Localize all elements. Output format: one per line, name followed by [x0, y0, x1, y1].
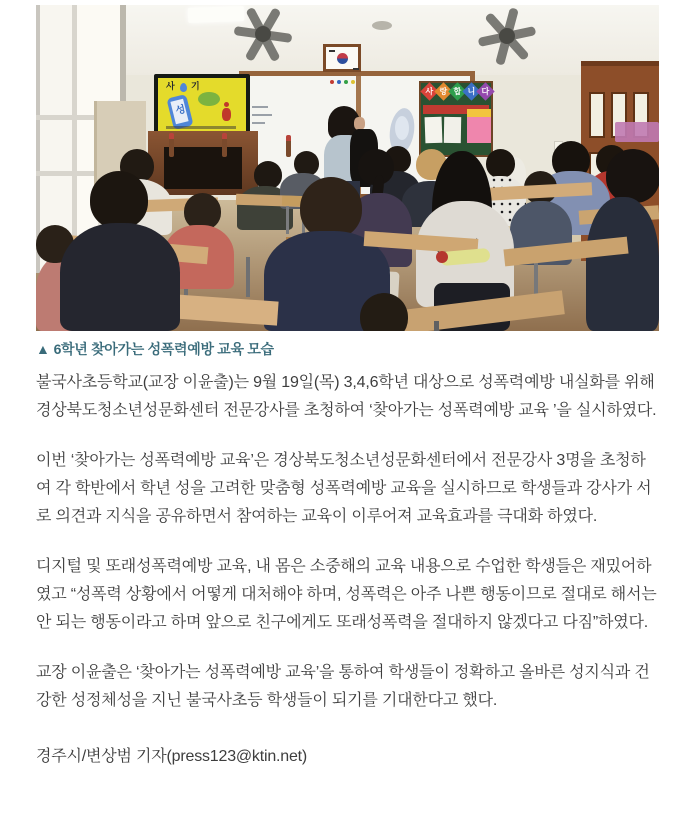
student-body	[586, 197, 659, 331]
desk-leg	[246, 257, 250, 297]
paragraph-1: 불국사초등학교(교장 이윤출)는 9월 19일(목) 3,4,6학년 대상으로 성폭력예방 내실화를 위해 경상북도청소년성문화센터 전문강사를 초청하여 ‘찾아가는 성폭력예방 교육 ’을 실시하였다.	[36, 374, 657, 419]
student-head	[300, 177, 362, 239]
paragraph-4: 교장 이윤출은 ‘찾아가는 성폭력예방 교육’을 통하여 학생들이 정확하고 올바른 성지식과 건강한 성정체성을 지닌 불국사초등 학생들이 되기를 기대한다고 했다.	[36, 664, 650, 709]
banner-letter: 랑	[439, 86, 448, 96]
caption-text: 6학년 찾아가는 성폭력예방 교육 모습	[53, 341, 274, 357]
desk-leg	[434, 321, 439, 331]
classroom-photo	[36, 5, 659, 331]
byline: 경주시/변상범 기자(press123@ktin.net)	[36, 748, 308, 765]
student-head	[486, 149, 515, 178]
paragraph-3: 디지털 및 또래성폭력예방 교육, 내 몸은 소중해의 교육 내용으로 수업한 학생들은 재밌어하였고 “성폭력 상황에서 어떻게 대처해야 하며, 성폭력은 아주 나쁜 행동이므로 절대로 해서는 안 되는 행동이라고 하며 앞으로 친구에게도 또래성폭력을 절대하지 않겠다고 다짐”하였다.	[36, 558, 657, 631]
pencil-case-cap	[436, 251, 448, 263]
tv-letter: 사	[166, 81, 175, 91]
banner-letter: 합	[453, 86, 462, 96]
students-layer	[36, 5, 659, 331]
paragraph-2: 이번 ‘찾아가는 성폭력예방 교육’은 경상북도청소년성문화센터에서 전문강사 3명을 초청하여 각 학반에서 학년 성을 고려한 맞춤형 성폭력예방 교육을 실시하므로 학생들과 강사가 서로 의견과 지식을 공유하면서 참여하는 교육이 이루어져 교육효과를 극대화 하였다.	[36, 452, 652, 525]
banner-letter: 사	[425, 86, 434, 96]
chair-leg	[286, 206, 289, 234]
tv-phone-letter: 성	[174, 104, 187, 118]
student-head	[606, 149, 659, 203]
article-page	[36, 5, 659, 783]
student-head	[90, 171, 148, 229]
banner-letter: 니	[467, 86, 476, 96]
tv-letter: 기	[191, 81, 200, 91]
student-head	[360, 293, 408, 331]
student-head	[254, 161, 282, 189]
photo-caption	[36, 340, 659, 359]
caption-triangle-icon: ▲	[36, 341, 50, 357]
banner-letter: 다	[481, 86, 490, 96]
article-body	[36, 369, 659, 715]
student-body	[60, 223, 180, 331]
